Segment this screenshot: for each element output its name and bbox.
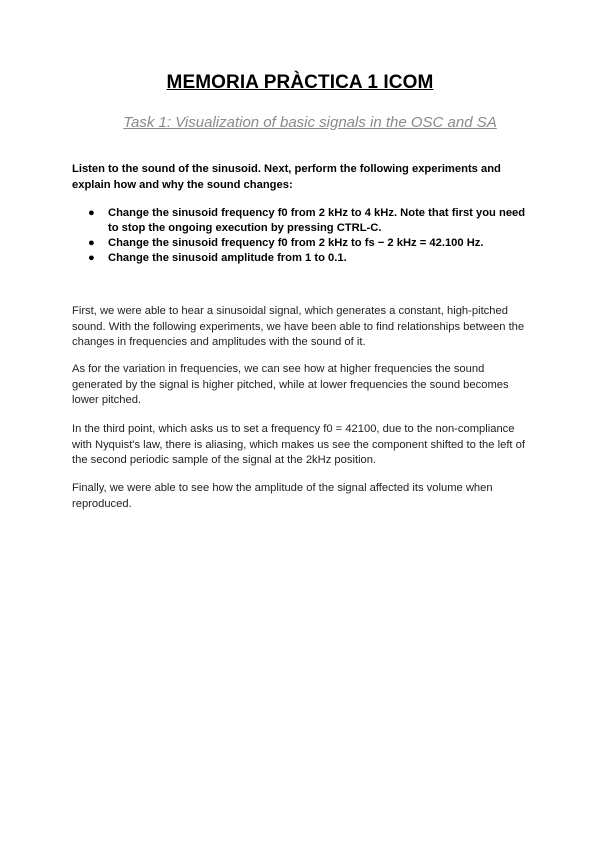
- experiment-list: [72, 206, 532, 266]
- list-item: [72, 206, 532, 236]
- paragraph-aliasing: In the third point, which asks us to set a frequency f0 = 42100, due to the non-compliance with Nyquist's law, there is aliasing, which makes us see the component shifted to the left of the second periodic sample of the signal at the 2kHz position.: [72, 423, 525, 467]
- page-title: MEMORIA PRÀCTICA 1 ICOM: [166, 72, 434, 93]
- paragraph-first: First, we were able to hear a sinusoidal signal, which generates a constant, high-pitched sound. With the following experiments, we have been able to find relationships between the changes in frequencies and amplitudes with the sound of it.: [72, 305, 525, 349]
- list-item-text: Change the sinusoid frequency f0 from 2 kHz to 4 kHz. Note that first you need to stop the ongoing execution by pressing CTRL-C.: [108, 207, 526, 234]
- instructions-intro: Listen to the sound of the sinusoid. Next, perform the following experiments and explain how and why the sound changes:: [72, 163, 501, 191]
- list-item-text: Change the sinusoid amplitude from 1 to 0.1.: [108, 252, 347, 264]
- list-item: [72, 251, 532, 266]
- paragraph-amplitude: Finally, we were able to see how the amplitude of the signal affected its volume when reproduced.: [72, 482, 493, 510]
- list-item-text: Change the sinusoid frequency f0 from 2 kHz to fs − 2 kHz = 42.100 Hz.: [108, 237, 484, 249]
- paragraph-frequency: As for the variation in frequencies, we can see how at higher frequencies the sound generated by the signal is higher pitched, while at lower frequencies the sound becomes lower pitched.: [72, 363, 509, 407]
- list-item: [72, 236, 532, 251]
- bullet-icon: ●: [88, 207, 95, 219]
- bullet-icon: ●: [88, 237, 95, 249]
- bullet-icon: ●: [88, 252, 95, 264]
- task-subtitle: Task 1: Visualization of basic signals in the OSC and SA: [123, 114, 497, 131]
